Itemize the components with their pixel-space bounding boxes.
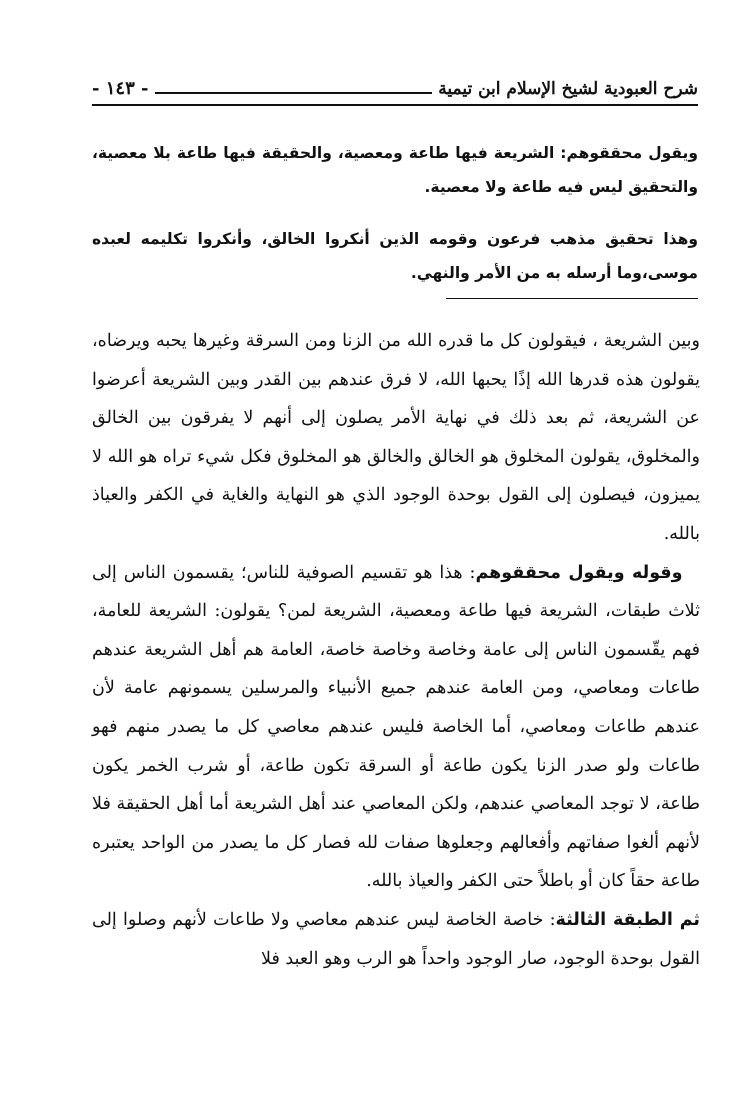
paragraph-text: : هذا هو تقسيم الصوفية للناس؛ يقسمون الناس إلى ثلاث طبقات، الشريعة فيها طاعة ومعصية، الشريعة لمن؟ يقولون: الشريعة للعامة، فهم يقّسمون الناس إلى عامة وخاصة وخاصة خاصة، العامة هم أهل الشريعة عندهم طاعات ومعاصي، ومن العامة عندهم جميع الأنبياء والمرسلين يسمونهم عامة لأن عندهم طاعات ومعاصي، أما الخاصة فليس عندهم معاصي كل ما يصدر منهم فهو طاعات ولو صدر الزنا يكون طاعة أو السرقة تكون طاعة، أو شرب الخمر يكون طاعة، لا توجد المعاصي عندهم، ولكن المعاصي عند أهل الشريعة أما أهل الحقيقة فلا لأنهم ألغوا صفاتهم وأفعالهم وجعلوها صفات لله فصار كل ما يصدر من الواحد يعتبره طاعة حقاً كان أو باطلاً حتى الكفر والعياذ بالله. <box>92 562 700 892</box>
header-divider <box>92 104 698 106</box>
footnote-divider <box>446 298 698 299</box>
commentary-body <box>92 322 700 978</box>
running-header <box>92 68 698 100</box>
body-paragraph: وبين الشريعة ، فيقولون كل ما قدره الله من الزنا ومن السرقة وغيرها يحبه ويرضاه، يقولون هذه قدرها الله إذًا يحبها الله، لا فرق عندهم بين القدر وبين الشريعة أعرضوا عن الشريعة، ثم بعد ذلك في نهاية الأمر يصلون إلى أنهم لا يفرقون بين الخالق والمخلوق، يقولون المخلوق هو الخالق والخالق هو المخلوق فكل شيء تراه هو الله لا يميزون، فيصلون إلى القول بوحدة الوجود الذي هو النهاية والغاية في الكفر والعياذ بالله. <box>92 331 700 544</box>
header-rule <box>155 92 433 94</box>
paragraph-lead: وقوله ويقول محققوهم <box>475 562 683 583</box>
body-paragraph <box>92 901 700 978</box>
quoted-text-paragraph: وهذا تحقيق مذهب فرعون وقومه الذين أنكروا الخالق، وأنكروا تكليمه لعبده موسى،وما أرسله به من الأمر والنهي. <box>92 230 698 282</box>
body-paragraph <box>92 554 700 901</box>
header-title: شرح العبودية لشيخ الإسلام ابن تيمية <box>438 79 698 99</box>
paragraph-lead: ثم الطبقة الثالثة <box>555 909 700 930</box>
page-number: - ١٤٣ - <box>92 78 149 99</box>
quoted-text-paragraph: ويقول محققوهم: الشريعة فيها طاعة ومعصية، والحقيقة فيها طاعة بلا معصية، والتحقيق ليس فيه طاعة ولا معصية. <box>92 144 698 196</box>
paragraph-text: : خاصة الخاصة ليس عندهم معاصي ولا طاعات لأنهم وصلوا إلى القول بوحدة الوجود، صار الوجود واحداً هو الرب وهو العبد فلا <box>92 909 700 969</box>
